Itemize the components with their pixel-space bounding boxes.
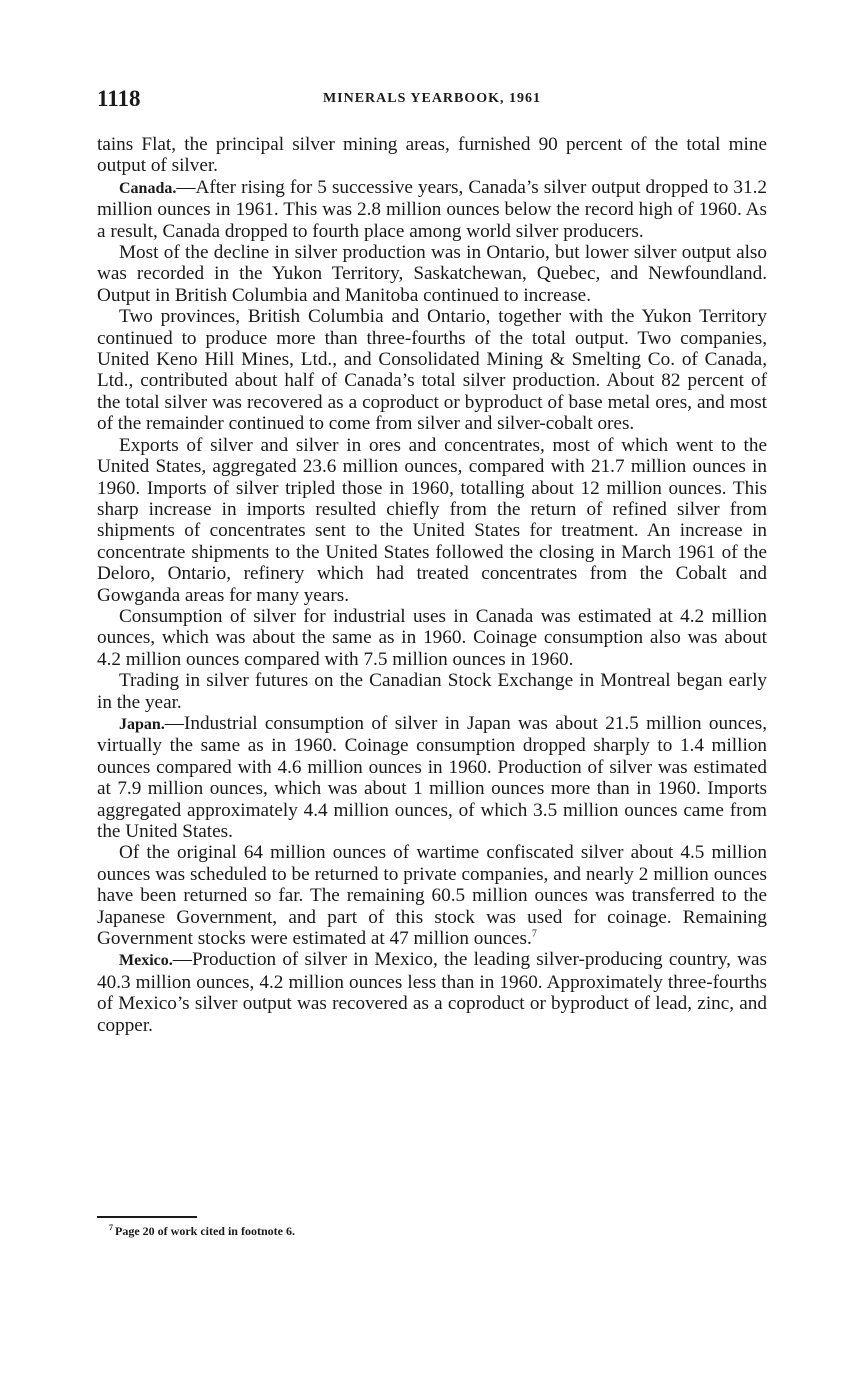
footnote-text: Page 20 of work cited in footnote 6. bbox=[115, 1224, 295, 1238]
paragraph bbox=[97, 177, 767, 242]
paragraph-text: Of the original 64 million ounces of wartime confiscated silver about 4.5 million ounces was scheduled to be returned to private companies, and nearly 2 million ounces have been returned so far. The remaining 60.5 million ounces was transferred to the Japanese Government, and part of this stock was used for coinage. Remaining Government stocks were estimated at 47 million ounces. bbox=[97, 842, 767, 950]
paragraph-text: Most of the decline in silver production was in Ontario, but lower silver output also was recorded in the Yukon Territory, Saskatchewan, Quebec, and Newfoundland. Output in British Columbia and Manitoba continued to increase. bbox=[97, 242, 767, 306]
paragraph-text: tains Flat, the principal silver mining areas, furnished 90 percent of the total mine output of silver. bbox=[97, 134, 767, 177]
paragraph bbox=[97, 842, 767, 949]
paragraph bbox=[97, 435, 767, 606]
paragraph bbox=[97, 713, 767, 842]
footnote-mark: 7 bbox=[109, 1223, 113, 1232]
body-text bbox=[97, 134, 767, 1036]
section-lead-japan: Japan. bbox=[119, 715, 165, 733]
paragraph bbox=[97, 242, 767, 306]
paragraph-text: Trading in silver futures on the Canadian Stock Exchange in Montreal began early in the year. bbox=[97, 670, 767, 713]
running-title: MINERALS YEARBOOK, 1961 bbox=[322, 91, 542, 106]
paragraph bbox=[97, 606, 767, 670]
paragraph bbox=[97, 670, 767, 713]
paragraph bbox=[97, 306, 767, 434]
paragraph bbox=[97, 949, 767, 1036]
paragraph-text: Exports of silver and silver in ores and concentrates, most of which went to the United States, aggregated 23.6 million ounces, compared with 21.7 million ounces in 1960. Imports of silver tripled those in 1960, totalling about 12 million ounces. This sharp increase in imports resulted chiefly from the return of refined silver from shipments of concentrates sent to the United States for treatment. An increase in concentrate shipments to the United States followed the closing in March 1961 of the Deloro, Ontario, refinery which had treated concentrates from the Cobalt and Gowganda areas for many years. bbox=[97, 434, 767, 606]
paragraph-text: —Industrial consumption of silver in Japan was about 21.5 million ounces, virtually the same as in 1960. Coinage consumption dropped sharply to 1.4 million ounces compared with 4.6 million ounces in 1960. Production of silver was estimated at 7.9 million ounces, which was about 1 million ounces more than in 1960. Imports aggregated approximately 4.4 million ounces, of which 3.5 million ounces came from the United States. bbox=[97, 712, 767, 842]
paragraph-text: Two provinces, British Columbia and Ontario, together with the Yukon Territory continued to produce more than three-fourths of the total output. Two companies, United Keno Hill Mines, Ltd., and Consolidated Mining & Smelting Co. of Canada, Ltd., contributed about half of Canada’s total silver production. About 82 percent of the total silver was recovered as a coproduct or byproduct of base metal ores, and most of the remainder continued to come from silver and silver-cobalt ores. bbox=[97, 306, 767, 435]
paragraph-text: Consumption of silver for industrial uses in Canada was estimated at 4.2 million ounces, which was about the same as in 1960. Coinage consumption also was about 4.2 million ounces compared with 7.5 million ounces in 1960. bbox=[97, 605, 767, 670]
section-lead-canada: Canada. bbox=[119, 179, 177, 197]
page-number: 1118 bbox=[97, 86, 141, 111]
paragraph-text: —After rising for 5 successive years, Canada’s silver output dropped to 31.2 million ounces in 1961. This was 2.8 million ounces below the record high of 1960. As a result, Canada dropped to fourth place among world silver producers. bbox=[97, 176, 767, 242]
section-lead-mexico: Mexico. bbox=[119, 952, 173, 970]
paragraph bbox=[97, 134, 767, 177]
page-header bbox=[97, 86, 767, 116]
paragraph-text: —Production of silver in Mexico, the leading silver-producing country, was 40.3 million ounces, 4.2 million ounces less than in 1960. Approximately three-fourths of Mexico’s silver output was recovered as a coproduct or byproduct of lead, zinc, and copper. bbox=[97, 949, 767, 1036]
footnote bbox=[109, 1224, 295, 1239]
footnote-divider bbox=[97, 1216, 197, 1218]
footnote-reference: 7 bbox=[531, 928, 537, 940]
